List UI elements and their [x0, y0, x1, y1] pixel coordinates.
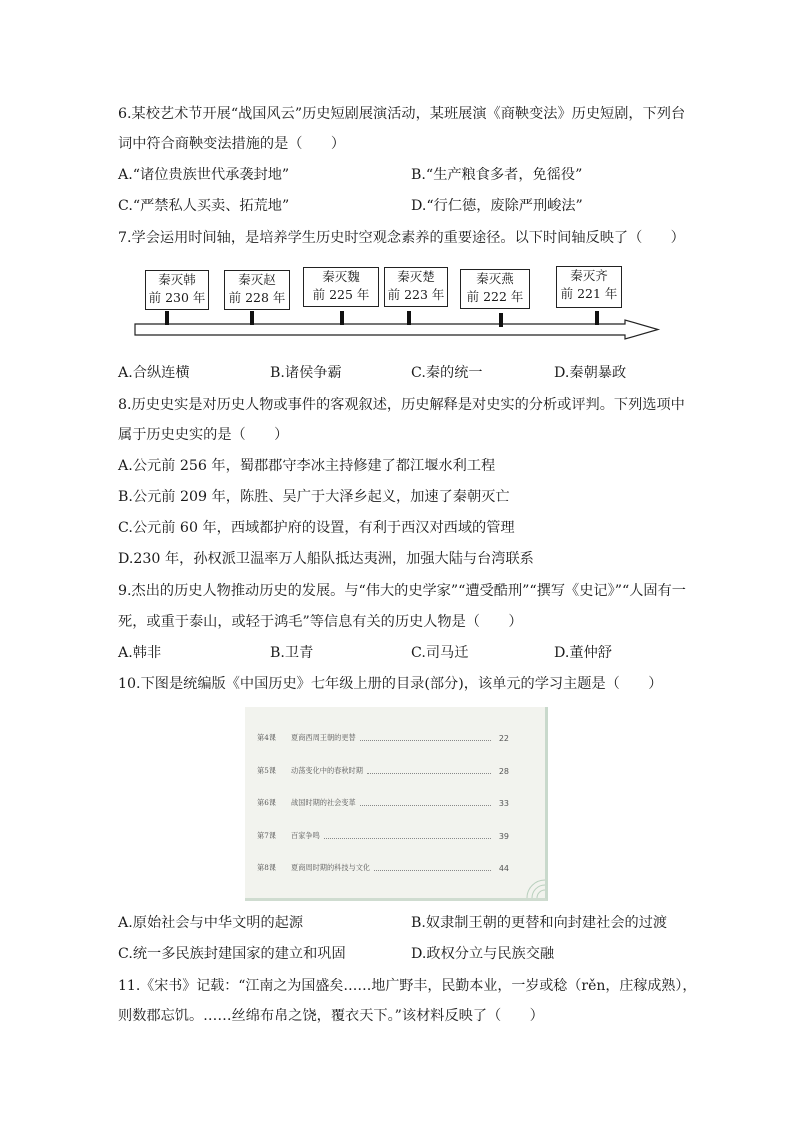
- q9-option-b: B.卫青: [270, 645, 314, 661]
- timeline-year: 前 221 年: [560, 286, 618, 301]
- timeline-event: 秦灭燕: [476, 271, 514, 286]
- toc-page-number: 22: [498, 733, 509, 743]
- q10-option-a: A.原始社会与中华文明的起源: [118, 915, 304, 931]
- toc-lesson-number: 第4课: [257, 733, 276, 742]
- q6-option-d: D.“行仁德，废除严刑峻法”: [411, 198, 583, 214]
- toc-leader-dots: [374, 870, 491, 871]
- q6-option-a: A.“诸位贵族世代承袭封地”: [118, 167, 290, 183]
- toc-leader-dots: [324, 838, 491, 839]
- timeline-event: 秦灭赵: [238, 272, 276, 287]
- q10-stem-line-1: 10.下图是统编版《中国历史》七年级上册的目录(部分)，该单元的学习主题是（ ）: [118, 676, 663, 692]
- toc-row: [257, 829, 509, 843]
- timeline-arrow: [130, 318, 665, 342]
- toc-row: [257, 731, 509, 745]
- toc-page-number: 33: [498, 798, 509, 808]
- q8-option-a: A.公元前 256 年，蜀郡郡守李冰主持修建了都江堰水利工程: [118, 458, 496, 474]
- toc-lesson-title: 夏商西周王朝的更替: [291, 733, 356, 742]
- timeline-box-6: [556, 266, 622, 308]
- q6-option-c: C.“严禁私人买卖、拓荒地”: [118, 198, 290, 214]
- toc-corner-ornament: [523, 876, 545, 898]
- toc-leader-dots: [360, 805, 491, 806]
- q7-option-c: C.秦的统一: [411, 365, 483, 381]
- toc-row: [257, 796, 509, 810]
- timeline-event: 秦灭韩: [158, 272, 196, 287]
- toc-lesson-title: 动荡变化中的春秋时期: [291, 766, 363, 775]
- q9-option-d: D.董仲舒: [554, 645, 612, 661]
- q6-option-b: B.“生产粮食多者，免徭役”: [411, 167, 583, 183]
- q10-option-c: C.统一多民族封建国家的建立和巩固: [118, 946, 346, 962]
- timeline-event: 秦灭齐: [570, 268, 608, 283]
- q8-option-b: B.公元前 209 年，陈胜、吴广于大泽乡起义，加速了秦朝灭亡: [118, 489, 510, 505]
- timeline-year: 前 225 年: [312, 287, 370, 302]
- timeline-tick: [407, 311, 411, 325]
- timeline-tick: [340, 311, 344, 325]
- timeline-event: 秦灭楚: [397, 269, 435, 284]
- timeline-tick: [595, 311, 599, 325]
- q7-option-a: A.合纵连横: [118, 365, 190, 381]
- timeline-year: 前 222 年: [466, 289, 524, 304]
- q7-stem-line-1: 7.学会运用时间轴，是培养学生历史时空观念素养的重要途径。以下时间轴反映了（ ）: [118, 230, 685, 246]
- toc-leader-dots: [367, 773, 491, 774]
- q7-option-d: D.秦朝暴政: [554, 365, 627, 381]
- toc-lesson-number: 第8课: [257, 863, 276, 872]
- q11-stem-line-2: 则数郡忘饥。……丝绵布帛之饶，覆衣天下。”该材料反映了（ ）: [118, 1008, 544, 1024]
- textbook-toc-image: [245, 707, 548, 901]
- toc-leader-dots: [360, 740, 491, 741]
- q8-option-c: C.公元前 60 年，西域都护府的设置，有利于西汉对西域的管理: [118, 520, 515, 536]
- q10-option-b: B.奴隶制王朝的更替和向封建社会的过渡: [411, 915, 668, 931]
- toc-lesson-title: 夏商周时期的科技与文化: [291, 863, 371, 872]
- toc-page-number: 28: [498, 766, 509, 776]
- q9-option-c: C.司马迁: [411, 645, 469, 661]
- timeline-box-3: [303, 267, 379, 307]
- q10-option-d: D.政权分立与民族交融: [411, 946, 555, 962]
- q8-stem-line-2: 属于历史史实的是（ ）: [118, 427, 289, 443]
- toc-lesson-number: 第7课: [257, 831, 276, 840]
- q8-stem-line-1: 8.历史史实是对历史人物或事件的客观叙述，历史解释是对史实的分析或评判。下列选项中: [118, 397, 685, 413]
- toc-row: [257, 764, 509, 778]
- timeline-year: 前 228 年: [228, 290, 286, 305]
- toc-page-number: 44: [498, 863, 509, 873]
- timeline-year: 前 223 年: [387, 287, 445, 302]
- toc-lesson-number: 第6课: [257, 798, 276, 807]
- toc-row: [257, 861, 509, 875]
- q6-stem-line-2: 词中符合商鞅变法措施的是（ ）: [118, 136, 346, 152]
- q9-stem-line-2: 死，或重于泰山，或轻于鸿毛”等信息有关的历史人物是（ ）: [118, 614, 523, 630]
- timeline-box-5: [460, 269, 530, 309]
- q9-option-a: A.韩非: [118, 645, 162, 661]
- q6-stem-line-1: 6.某校艺术节开展“战国风云”历史短剧展演活动，某班展演《商鞅变法》历史短剧，下列台: [118, 106, 686, 122]
- timeline-event: 秦灭魏: [322, 269, 360, 284]
- timeline-tick: [499, 313, 503, 327]
- q11-stem-line-1: 11.《宋书》记载：“江南之为国盛矣……地广野丰，民勤本业，一岁或稔（rěn，庄稼成熟），: [118, 978, 697, 994]
- timeline-box-1: [145, 270, 209, 310]
- timeline-tick: [250, 311, 254, 325]
- toc-lesson-title: 百家争鸣: [291, 831, 320, 840]
- timeline-box-4: [384, 267, 448, 307]
- timeline-box-2: [224, 270, 290, 310]
- toc-lesson-title: 战国时期的社会变革: [291, 798, 356, 807]
- q7-option-b: B.诸侯争霸: [270, 365, 342, 381]
- q9-stem-line-1: 9.杰出的历史人物推动历史的发展。与“伟大的史学家”“遭受酷刑”“撰写《史记》”“人固有一: [118, 583, 686, 599]
- q8-option-d: D.230 年，孙权派卫温率万人船队抵达夷洲，加强大陆与台湾联系: [118, 551, 534, 567]
- timeline-year: 前 230 年: [148, 290, 206, 305]
- toc-page-number: 39: [498, 831, 509, 841]
- timeline-tick: [165, 311, 169, 325]
- toc-lesson-number: 第5课: [257, 766, 276, 775]
